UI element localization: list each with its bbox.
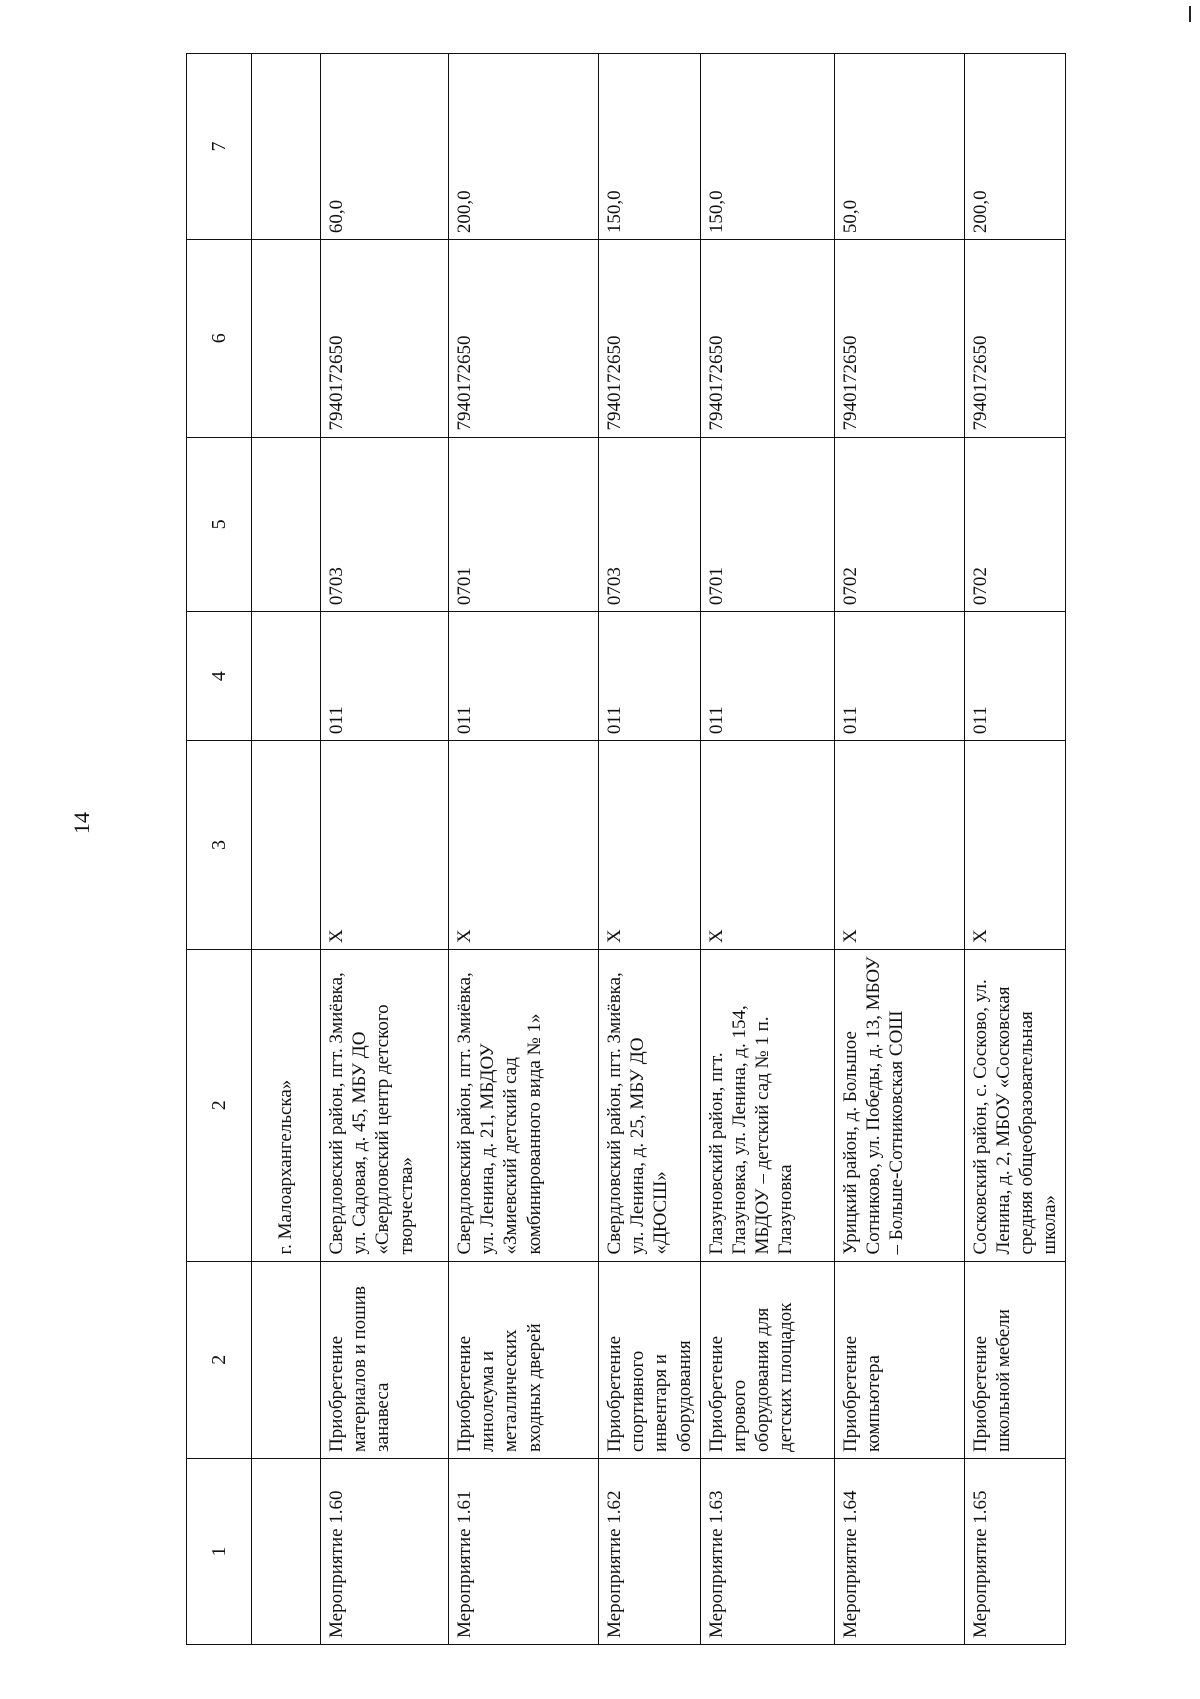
region-empty-cell	[252, 741, 321, 950]
event-x-mark: Х	[700, 741, 834, 950]
event-x-mark: Х	[599, 741, 701, 950]
budget-table-container	[186, 53, 1066, 1645]
column-number-row	[187, 54, 252, 1645]
event-id: Мероприятие 1.61	[449, 1458, 599, 1644]
event-code-5: 0701	[449, 437, 599, 612]
event-amount: 50,0	[834, 54, 964, 240]
event-code-6: 7940172650	[834, 240, 964, 437]
page-number: 14	[69, 812, 94, 834]
event-code-4: 011	[599, 612, 701, 741]
table-row	[964, 54, 1066, 1645]
event-code-6: 7940172650	[599, 240, 701, 437]
event-id: Мероприятие 1.60	[321, 1458, 449, 1644]
event-amount: 150,0	[599, 54, 701, 240]
region-empty-cell	[252, 437, 321, 612]
table-row	[700, 54, 834, 1645]
event-amount: 60,0	[321, 54, 449, 240]
event-code-5: 0703	[599, 437, 701, 612]
column-number-2b: 2	[187, 949, 252, 1261]
event-code-5: 0701	[700, 437, 834, 612]
event-location: Урицкий район, д. Большое Сотниково, ул. Победы, д. 13, МБОУ – Больше-Сотниковская СОШ	[834, 949, 964, 1261]
event-action: Приобретение материалов и пошив занавеса	[321, 1261, 449, 1458]
event-id: Мероприятие 1.65	[964, 1458, 1066, 1644]
event-code-4: 011	[700, 612, 834, 741]
event-code-5: 0702	[834, 437, 964, 612]
event-code-4: 011	[449, 612, 599, 741]
event-id: Мероприятие 1.64	[834, 1458, 964, 1644]
region-row	[252, 54, 321, 1645]
table-row	[321, 54, 449, 1645]
table-row	[834, 54, 964, 1645]
column-number-7: 7	[187, 54, 252, 240]
event-x-mark: Х	[834, 741, 964, 950]
region-empty-cell	[252, 1261, 321, 1458]
event-action: Приобретение игрового оборудования для детских площадок	[700, 1261, 834, 1458]
region-empty-cell	[252, 240, 321, 437]
event-action: Приобретение компьютера	[834, 1261, 964, 1458]
event-location: Сосковский район, с. Сосково, ул. Ленина, д. 2, МБОУ «Сосковская средняя общеобразовательная школа»	[964, 949, 1066, 1261]
event-code-6: 7940172650	[700, 240, 834, 437]
event-location: Глазуновский район, пгт. Глазуновка, ул. Ленина, д. 154, МБДОУ – детский сад № 1 п. Глазуновка	[700, 949, 834, 1261]
event-action: Приобретение школьной мебели	[964, 1261, 1066, 1458]
column-number-2a: 2	[187, 1261, 252, 1458]
event-location: Свердловский район, пгт. Змиёвка, ул. Ленина, д. 21, МБДОУ «Змиевский детский сад комбинированного вида № 1»	[449, 949, 599, 1261]
event-amount: 200,0	[964, 54, 1066, 240]
region-empty-cell	[252, 612, 321, 741]
table-row	[599, 54, 701, 1645]
event-x-mark: Х	[321, 741, 449, 950]
column-number-1: 1	[187, 1458, 252, 1644]
event-action: Приобретение линолеума и металлических входных дверей	[449, 1261, 599, 1458]
event-location: Свердловский район, пгт. Змиёвка, ул. Ленина, д. 25, МБУ ДО «ДЮСШ»	[599, 949, 701, 1261]
event-code-5: 0703	[321, 437, 449, 612]
corner-mark	[1189, 6, 1191, 22]
column-number-5: 5	[187, 437, 252, 612]
event-code-6: 7940172650	[449, 240, 599, 437]
region-empty-cell	[252, 54, 321, 240]
event-code-5: 0702	[964, 437, 1066, 612]
event-amount: 150,0	[700, 54, 834, 240]
event-code-4: 011	[834, 612, 964, 741]
event-id: Мероприятие 1.62	[599, 1458, 701, 1644]
event-code-6: 7940172650	[964, 240, 1066, 437]
column-number-4: 4	[187, 612, 252, 741]
event-code-6: 7940172650	[321, 240, 449, 437]
event-x-mark: Х	[964, 741, 1066, 950]
event-x-mark: Х	[449, 741, 599, 950]
table-row	[449, 54, 599, 1645]
event-code-4: 011	[964, 612, 1066, 741]
column-number-6: 6	[187, 240, 252, 437]
budget-table	[186, 53, 1066, 1645]
event-amount: 200,0	[449, 54, 599, 240]
region-empty-cell	[252, 1458, 321, 1644]
event-code-4: 011	[321, 612, 449, 741]
event-location: Свердловский район, пгт. Змиёвка, ул. Садовая, д. 45, МБУ ДО «Свердловский центр детского творчества»	[321, 949, 449, 1261]
event-id: Мероприятие 1.63	[700, 1458, 834, 1644]
region-name: г. Малоархангельска»	[252, 949, 321, 1261]
column-number-3: 3	[187, 741, 252, 950]
event-action: Приобретение спортивного инвентаря и оборудования	[599, 1261, 701, 1458]
